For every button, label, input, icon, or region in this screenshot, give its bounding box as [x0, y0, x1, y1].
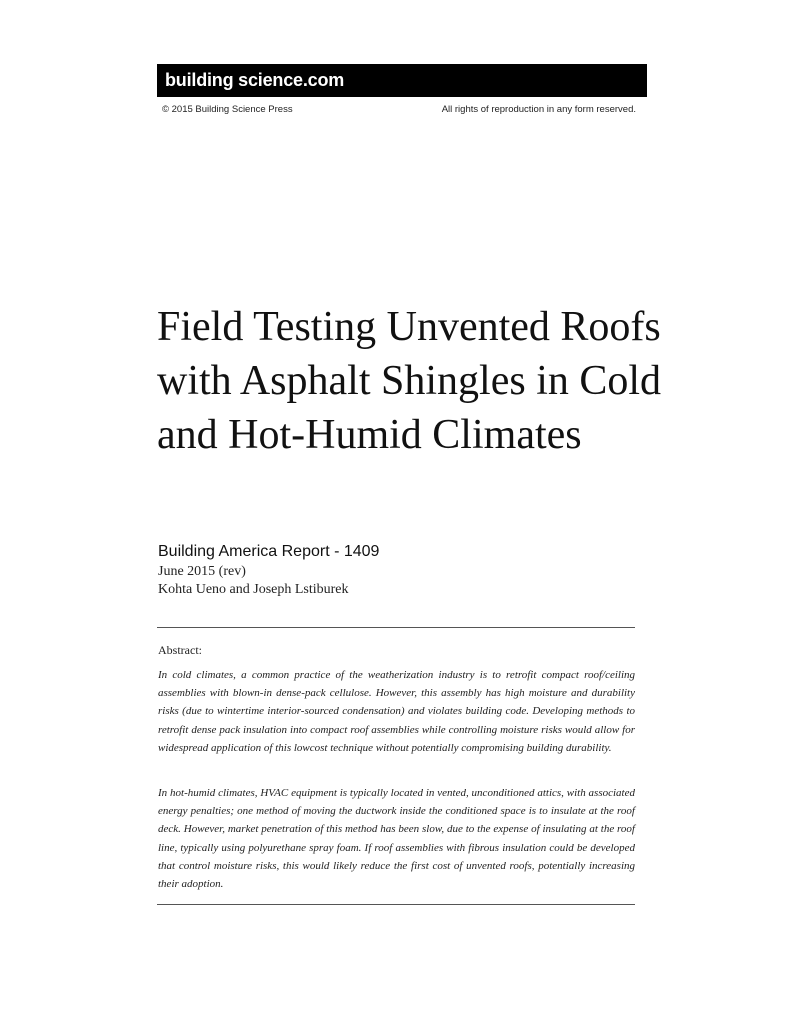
copyright-notice: © 2015 Building Science Press: [162, 104, 293, 115]
rights-notice: All rights of reproduction in any form reserved.: [441, 104, 636, 115]
copyright-row: [162, 104, 636, 115]
document-title: Field Testing Unvented Roofs with Asphalt Shingles in Cold and Hot-Humid Climates: [157, 304, 662, 458]
brand-banner: [157, 64, 647, 97]
report-info: [158, 541, 638, 599]
abstract-top-divider: [157, 627, 635, 628]
report-date: June 2015 (rev): [158, 564, 246, 579]
abstract-bottom-divider: [157, 904, 635, 905]
report-id: Building America Report - 1409: [158, 543, 380, 560]
brand-name: building science.com: [165, 70, 345, 90]
abstract-paragraph-hot-humid: In hot-humid climates, HVAC equipment is typically located in vented, unconditioned attics, with associated energy penalties; one method of moving the ductwork inside the conditioned space is to insulate at the roof deck. However, market penetration of this method has been slow, due to the expense of insulating at the roof line, typically using polyurethane spray foam. If roof assemblies with fibrous insulation could be developed that control moisture risks, this would likely reduce the first cost of unvented roofs, potentially increasing their adoption.: [158, 787, 635, 891]
report-authors: Kohta Ueno and Joseph Lstiburek: [158, 582, 349, 597]
abstract-label: Abstract:: [158, 643, 202, 657]
abstract-paragraph-cold: In cold climates, a common practice of the weatherization industry is to retrofit compact roof/ceiling assemblies with blown-in dense-pack cellulose. However, this assembly has high moisture and durability risks (due to wintertime interior-sourced condensation) and violates building code. Developing methods to retrofit dense pack insulation into compact roof assemblies while controlling moisture risks would allow for widespread application of this lowcost technique without potentially compromising building durability.: [158, 669, 635, 754]
